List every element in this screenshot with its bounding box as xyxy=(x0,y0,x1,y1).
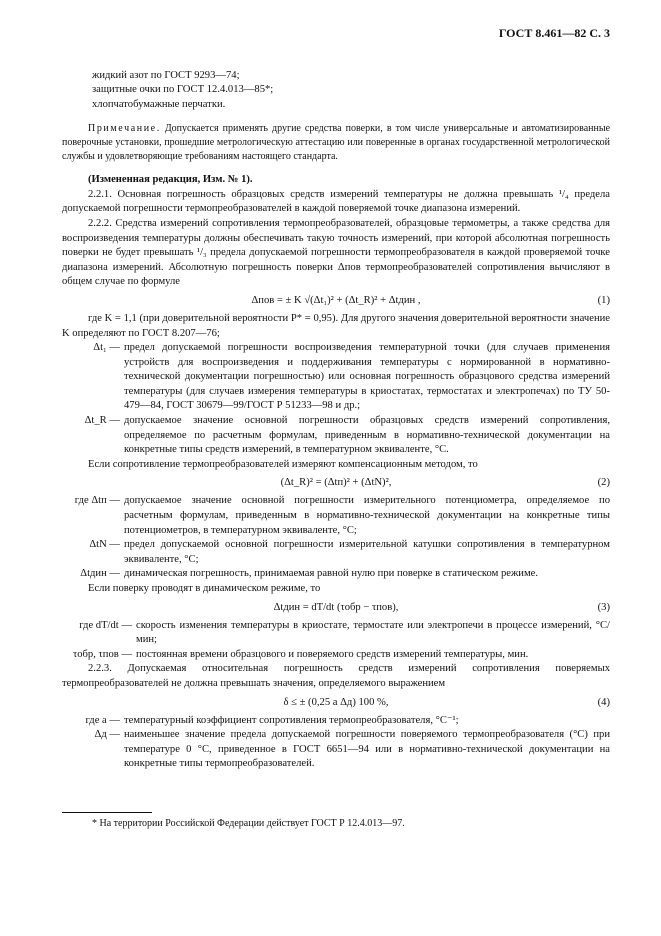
formula-2-expression: (Δt_R)² = (Δtп)² + (ΔtN)², xyxy=(280,477,392,489)
formula-1-expression: Δпов = ± K √(Δt₁)² + (Δt_R)² + Δtдин , xyxy=(251,294,421,306)
note-label: Примечание. xyxy=(88,123,161,135)
term-definition: допускаемое значение основной погрешности измерительного потенциометра, определяемое по расчетным формулам, приведенным в нормативно-технической документации на конкретные типы потенциометров, в температурном эквиваленте, °С; xyxy=(124,495,610,536)
list-item: хлопчатобумажные перчатки. xyxy=(92,98,226,110)
formula-2 xyxy=(62,472,610,494)
footnote: * На территории Российской Федерации действует ГОСТ Р 12.4.013—97. xyxy=(92,818,405,829)
term-definition: постоянная времени образцового и поверяемого средств измерений температуры, мин. xyxy=(136,648,529,660)
term-symbol: Δtдин — xyxy=(80,568,120,580)
term-definition: динамическая погрешность, принимаемая равной нулю при поверке в статическом режиме. xyxy=(124,568,539,580)
term-definition: предел допускаемой основной погрешности измерительной катушки сопротивления в температурном эквиваленте, °С; xyxy=(124,539,610,565)
note-text: Допускается применять другие средства поверки, в том числе универсальные и автоматизированные поверочные установки, прошедшие метрологическую аттестацию или поверенные в органах государственной метрологической службы и удовлетворяющие требованиям настоящего стандарта. xyxy=(62,123,611,162)
term-symbol: Δд — xyxy=(94,729,120,741)
formula-4-number: (4) xyxy=(597,696,610,708)
list-item: жидкий азот по ГОСТ 9293—74; xyxy=(92,69,240,81)
formula-4 xyxy=(62,692,610,714)
term-row xyxy=(62,341,610,414)
formula-1-number: (1) xyxy=(597,294,610,306)
amendment-note: (Измененная редакция, Изм. № 1). xyxy=(88,174,253,186)
compensation-text: Если сопротивление термопреобразователей измеряют компенсационным методом, то xyxy=(88,458,478,470)
page xyxy=(62,26,610,772)
paragraph-2-2-2: 2.2.2. Средства измерений сопротивления термопреобразователей, образцовые термометры, а также средства для воспроизведения температуры должны обеспечивать такую точность измерений, при которой абсолютная погрешность поверки не будет превышать ¹/₃ предела допускаемой погрешности термопреобразователя в каждой проверяемой точке диапазона измерений. Абсолютную погрешность поверки Δпов термопреобразователей сопротивления вычисляют в общем случае по формуле xyxy=(62,217,610,288)
term-definition: наименьшее значение предела допускаемой погрешности поверяемого термопреобразователя (°С) при температуре 0 °С, приведенное в ГОСТ 6651—94 или в нормативно-технической документации на конкретные типы термопреобразователей. xyxy=(124,729,610,770)
term-row xyxy=(62,538,610,567)
term-symbol: τобр, τпов — xyxy=(72,648,132,660)
formula-1 xyxy=(62,290,610,312)
term-symbol: где dT/dt — xyxy=(79,619,132,631)
term-row xyxy=(62,714,610,729)
footnote-divider xyxy=(62,812,152,813)
term-row xyxy=(62,567,610,582)
term-row xyxy=(62,414,610,458)
paragraph-2-2-1: 2.2.1. Основная погрешность образцовых средств измерений температуры не должна превышать ¹/₄ предела допускаемой погрешности термопреобразователей в каждой поверяемой точке диапазона измерений. xyxy=(62,188,610,215)
term-row xyxy=(62,494,610,538)
dynamic-text: Если поверку проводят в динамическом режиме, то xyxy=(88,583,321,594)
note xyxy=(62,122,610,163)
term-row xyxy=(62,648,610,663)
term-definition: предел допускаемой погрешности воспроизведения температурной точки (для случаев применения устройств для воспроизведения и поддерживания температуры с нормированной в нормативно-технической документации погрешностью) или основная погрешность образцового средства измерений температуры (для случаев измерения температуры в криостатах, термостатах и электропечах) по ТУ 50-479—84, ГОСТ 30679—99/ГОСТ Р 51233—98 и др.; xyxy=(124,342,610,412)
term-symbol: Δt_R — xyxy=(84,415,120,427)
term-symbol: где a — xyxy=(85,714,120,726)
page-header: ГОСТ 8.461—82 С. 3 xyxy=(498,26,610,40)
formula-3 xyxy=(62,597,610,619)
formula-4-expression: δ ≤ ± (0,25 a Δд) 100 %, xyxy=(283,696,389,708)
term-symbol: Δt₁ — xyxy=(93,342,120,354)
where-k-text: где K = 1,1 (при доверительной вероятности P* = 0,95). Для другого значения доверительной вероятности значение K определяют по ГОСТ 8.207—76; xyxy=(62,312,610,339)
formula-2-number: (2) xyxy=(597,477,610,489)
list-item: защитные очки по ГОСТ 12.4.013—85*; xyxy=(92,84,274,96)
term-definition: скорость изменения температуры в криостате, термостате или электропечи в процессе измерений, °С/мин; xyxy=(136,619,610,646)
equipment-list xyxy=(62,69,610,113)
term-symbol: где Δtп — xyxy=(74,495,120,507)
term-row xyxy=(62,619,610,648)
term-definition: температурный коэффициент сопротивления термопреобразователя, °С⁻¹; xyxy=(124,714,459,726)
formula-3-expression: Δtдин = dT/dt (τобр − τпов), xyxy=(273,601,399,613)
formula-3-number: (3) xyxy=(597,601,610,613)
term-symbol: ΔtN — xyxy=(89,539,120,551)
term-row xyxy=(62,728,610,772)
term-definition: допускаемое значение основной погрешности образцовых средств измерений сопротивления, определяемое по расчетным формулам, приведенным в нормативно-технической документации на конкретные типы средств измерений, в температурном эквиваленте, °С. xyxy=(124,415,610,456)
paragraph-2-2-3: 2.2.3. Допускаемая относительная погрешность средств измерений сопротивления поверяемых термопреобразователей не должна превышать значения, определяемого выражением xyxy=(62,663,610,689)
